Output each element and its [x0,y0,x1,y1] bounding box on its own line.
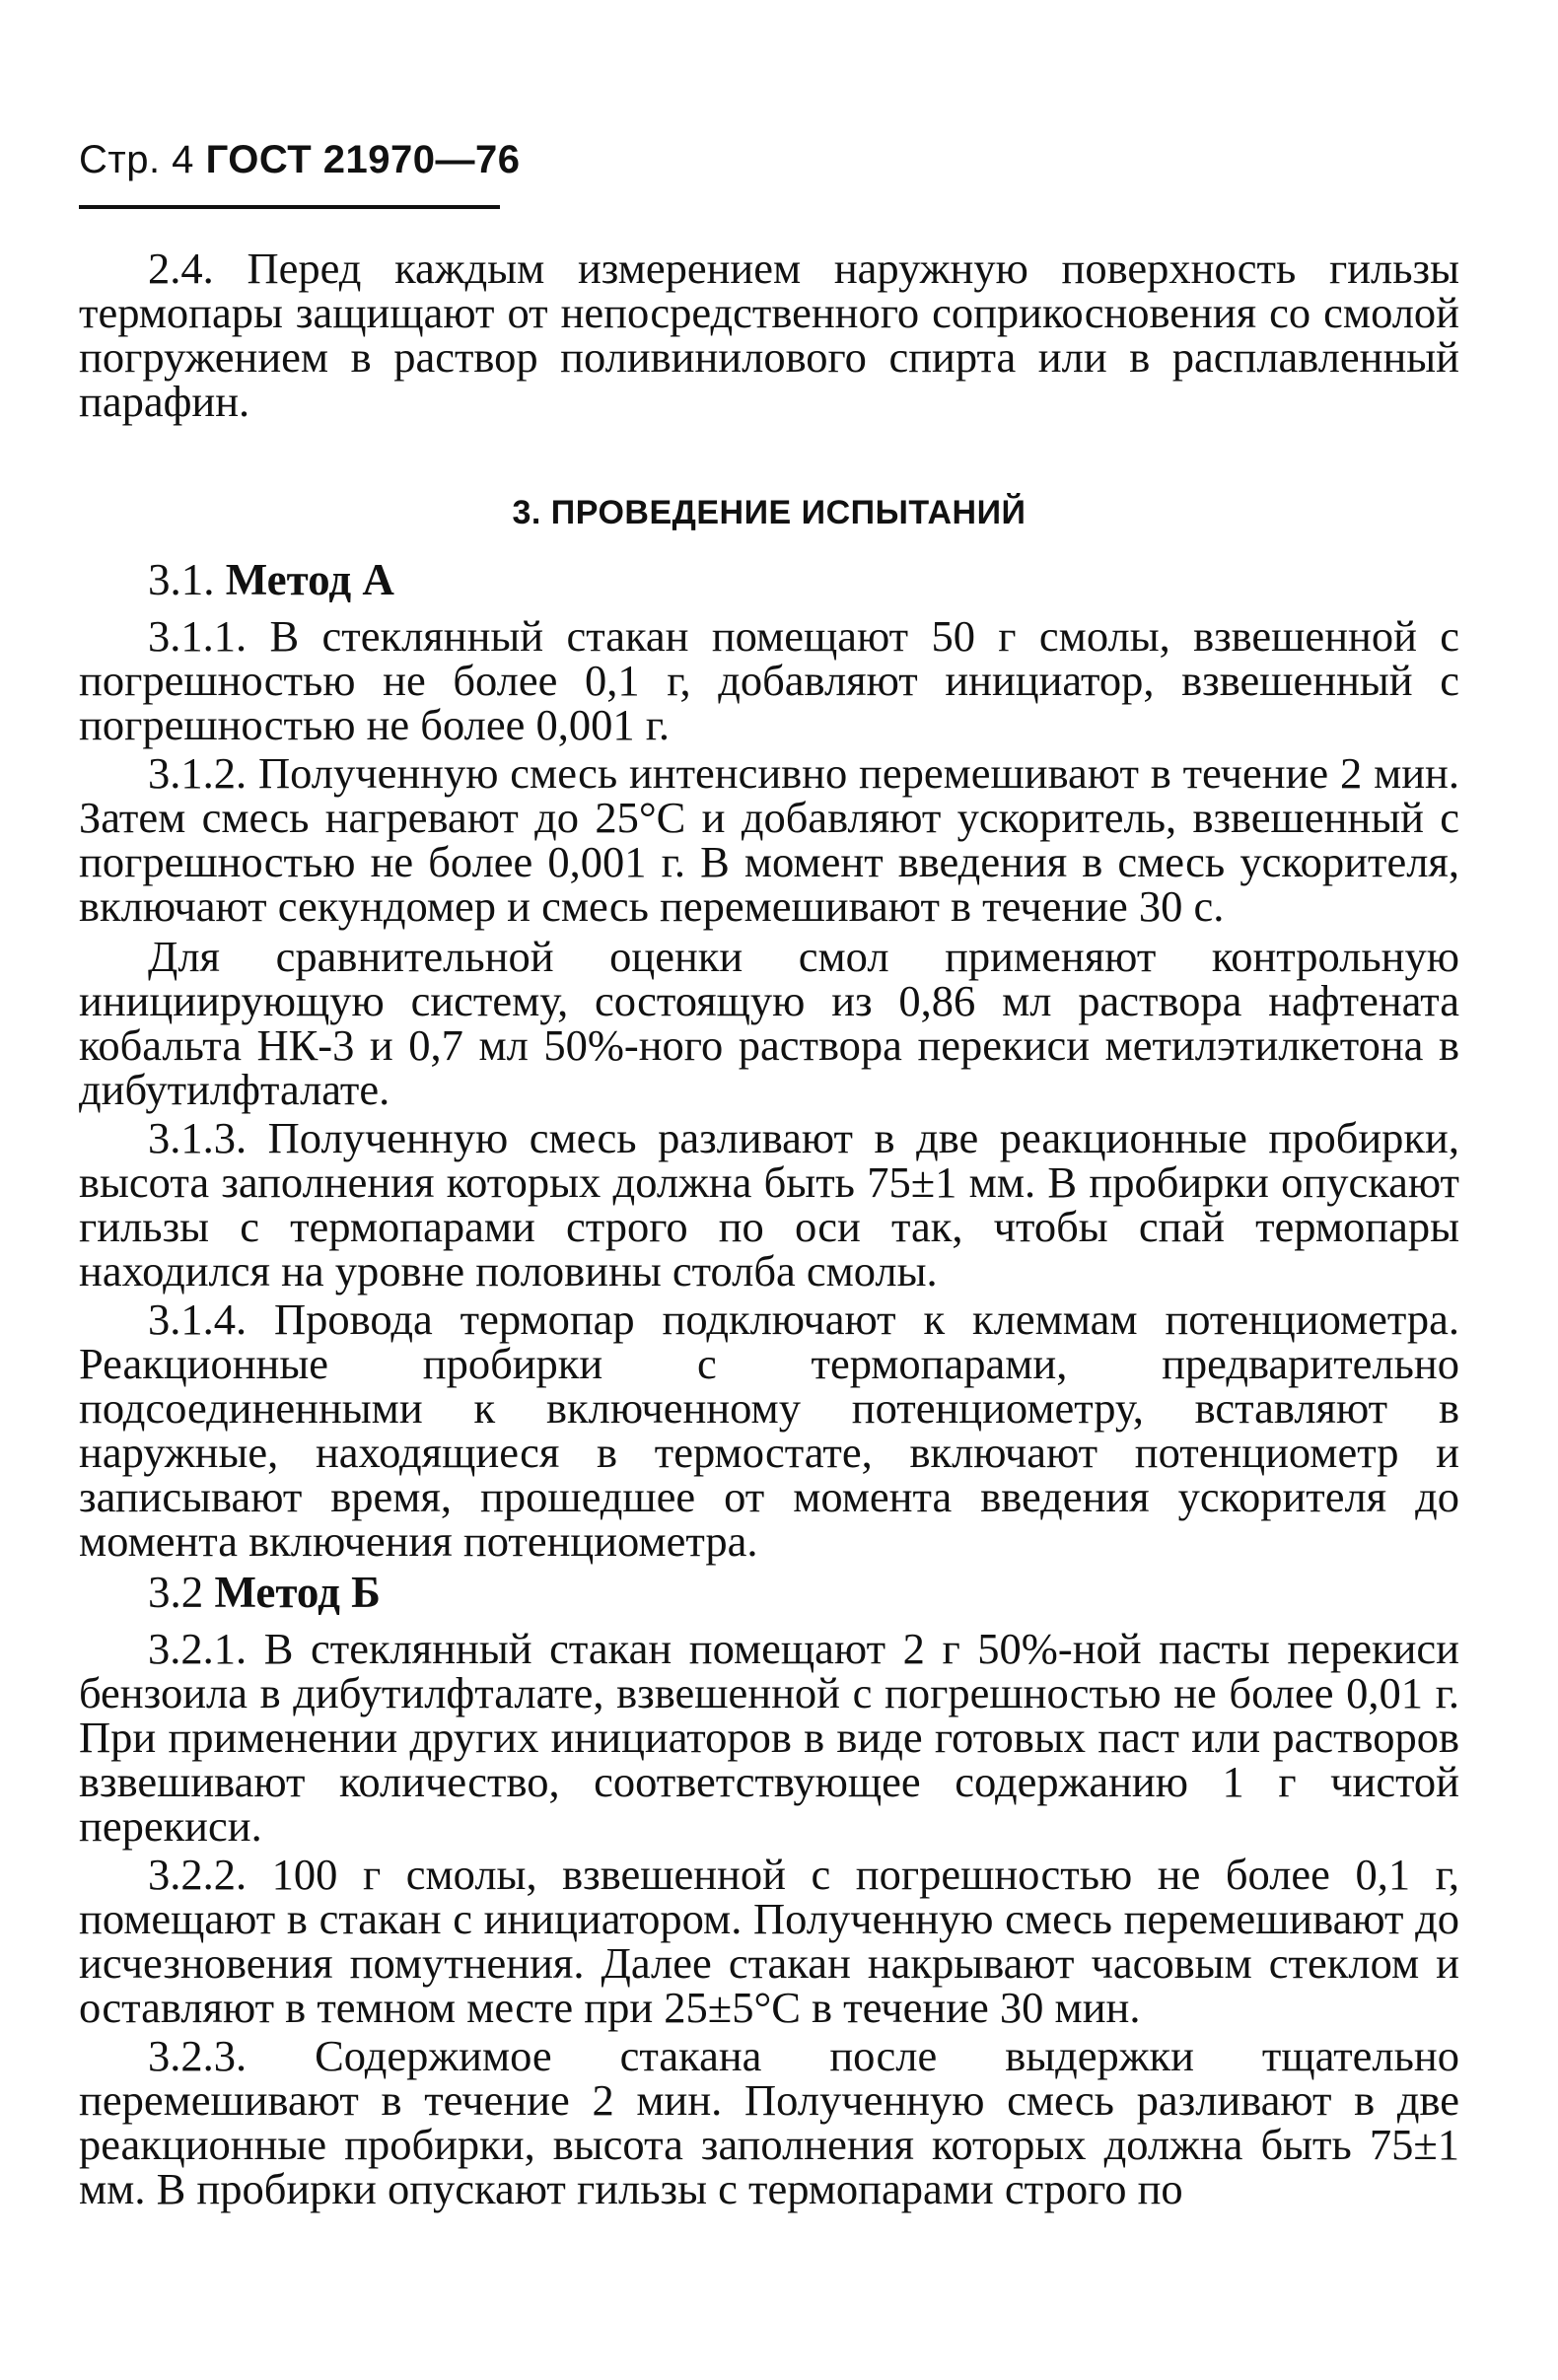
document-body [79,246,1459,2211]
standard-number: ГОСТ 21970—76 [205,138,521,181]
method-b-label: Метод Б [214,1568,381,1617]
paragraph-3-1-4: 3.1.4. Провода термопар подключают к клеммам потенциометра. Реакционные пробирки с термопарами, предварительно подсоединенными к включенному потенциометру, вставляют в наружные, находящиеся в термостате, включают потенциометр и записывают время, прошедшее от момента введения ускорителя до момента включения потенциометра. [79,1295,1459,1566]
paragraph-2-4: 2.4. Перед каждым измерением наружную поверхность гильзы термопары защищают от непосредственного соприкосновения со смолой погружением в раствор поливинилового спирта или в расплавленный парафин. [79,244,1459,426]
paragraph-3-1-1: 3.1.1. В стеклянный стакан помещают 50 г смолы, взвешенной с погрешностью не более 0,1 г, добавляют инициатор, взвешенный с погрешностью не более 0,001 г. [79,611,1459,749]
method-a-label: Метод А [225,555,394,604]
paragraph-3-1-2-note: Для сравнительной оценки смол применяют контрольную инициирующую систему, состоящую из 0,86 мл раствора нафтената кобальта НК-3 и 0,7 мл 50%-ного раствора перекиси метилэтилкетона в дибутилфталате. [79,932,1459,1114]
page-label: Стр. 4 [79,138,194,181]
method-b-number: 3.2 [148,1568,204,1617]
paragraph-3-1-3: 3.1.3. Полученную смесь разливают в две реакционные пробирки, высота заполнения которых должна быть 75±1 мм. В пробирки опускают гильзы с термопарами строго по оси так, чтобы спай термопары находился на уровне половины столба смолы. [79,1113,1459,1295]
paragraph-3-1-2: 3.1.2. Полученную смесь интенсивно перемешивают в течение 2 мин. Затем смесь нагревают до 25°С и добавляют ускоритель, взвешенный с погрешностью не более 0,001 г. В момент введения в смесь ускорителя, включают секундомер и смесь перемешивают в течение 30 с. [79,748,1459,931]
section-3-title: 3. ПРОВЕДЕНИЕ ИСПЫТАНИЙ [512,494,1027,531]
page-header [79,138,520,182]
method-a-heading [79,557,1459,602]
method-b-heading [79,1570,1459,1615]
header-rule [79,205,500,209]
paragraph-3-2-1: 3.2.1. В стеклянный стакан помещают 2 г 50%-ной пасты перекиси бензоила в дибутилфталате, взвешенной с погрешностью не более 0,01 г. При применении других инициаторов в виде готовых паст или растворов взвешивают количество, соответствующее содержанию 1 г чистой перекиси. [79,1624,1459,1851]
paragraph-3-2-2: 3.2.2. 100 г смолы, взвешенной с погрешностью не более 0,1 г, помещают в стакан с инициатором. Полученную смесь перемешивают до исчезновения помутнения. Далее стакан накрывают часовым стеклом и оставляют в темном месте при 25±5°С в течение 30 мин. [79,1850,1459,2032]
method-a-number: 3.1. [148,555,215,604]
paragraph-3-2-3: 3.2.3. Содержимое стакана после выдержки тщательно перемешивают в течение 2 мин. Полученную смесь разливают в две реакционные пробирки, высота заполнения которых должна быть 75±1 мм. В пробирки опускают гильзы с термопарами строго по [79,2031,1459,2213]
